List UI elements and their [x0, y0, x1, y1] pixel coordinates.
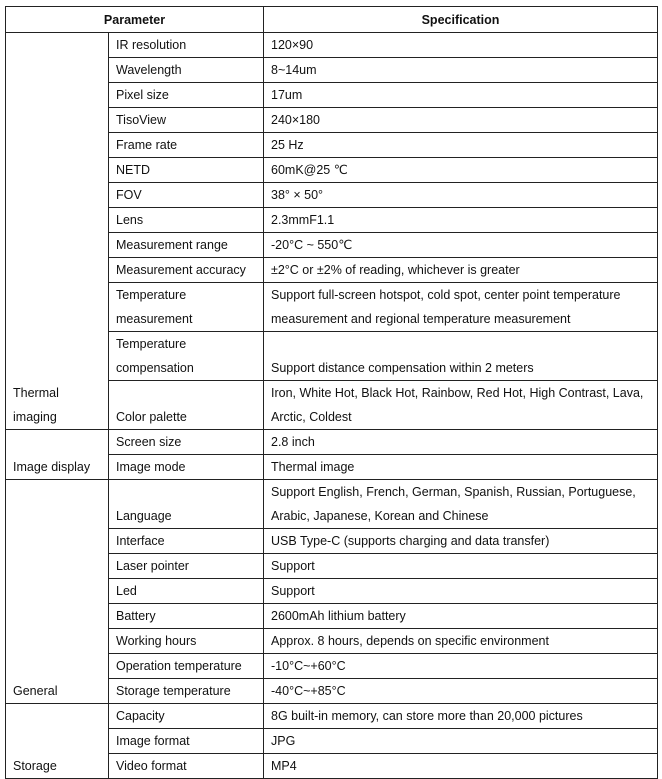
spec-cell: 2.8 inch [264, 430, 658, 455]
table-row [6, 480, 658, 529]
param-cell: Frame rate [109, 133, 264, 158]
param-cell: Interface [109, 529, 264, 554]
param-cell: Wavelength [109, 58, 264, 83]
param-cell: Temperature measurement [109, 283, 264, 332]
spec-cell: 17um [264, 83, 658, 108]
spec-cell: -40°C~+85°C [264, 679, 658, 704]
spec-cell: Iron, White Hot, Black Hot, Rainbow, Red Hot, High Contrast, Lava, Arctic, Coldest [264, 381, 658, 430]
param-cell: Battery [109, 604, 264, 629]
spec-table [5, 6, 658, 779]
group-storage: Storage [6, 704, 109, 779]
spec-cell: -10°C~+60°C [264, 654, 658, 679]
param-cell: Temperature compensation [109, 332, 264, 381]
spec-cell: 120×90 [264, 33, 658, 58]
header-row [6, 7, 658, 33]
param-cell: Capacity [109, 704, 264, 729]
header-parameter: Parameter [6, 7, 264, 33]
spec-cell: Support full-screen hotspot, cold spot, center point temperature measurement and regional temperature measurement [264, 283, 658, 332]
group-image-display: Image display [6, 430, 109, 480]
param-cell: Laser pointer [109, 554, 264, 579]
spec-cell: 240×180 [264, 108, 658, 133]
param-cell: Image mode [109, 455, 264, 480]
param-cell: TisoView [109, 108, 264, 133]
spec-cell: JPG [264, 729, 658, 754]
spec-cell: ±2°C or ±2% of reading, whichever is greater [264, 258, 658, 283]
table-row [6, 33, 658, 58]
spec-cell: Approx. 8 hours, depends on specific environment [264, 629, 658, 654]
param-cell: Pixel size [109, 83, 264, 108]
param-cell: Working hours [109, 629, 264, 654]
spec-cell: Support [264, 579, 658, 604]
group-general: General [6, 480, 109, 704]
header-specification: Specification [264, 7, 658, 33]
spec-cell: 2600mAh lithium battery [264, 604, 658, 629]
spec-cell: USB Type-C (supports charging and data transfer) [264, 529, 658, 554]
param-cell: Measurement range [109, 233, 264, 258]
param-cell: NETD [109, 158, 264, 183]
param-cell: Language [109, 480, 264, 529]
spec-cell: Thermal image [264, 455, 658, 480]
spec-cell: Support English, French, German, Spanish, Russian, Portuguese, Arabic, Japanese, Korean and Chinese [264, 480, 658, 529]
param-cell: Measurement accuracy [109, 258, 264, 283]
spec-cell: 38° × 50° [264, 183, 658, 208]
group-thermal-imaging: Thermal imaging [6, 33, 109, 430]
param-cell: Screen size [109, 430, 264, 455]
param-cell: Color palette [109, 381, 264, 430]
spec-cell: Support distance compensation within 2 meters [264, 332, 658, 381]
param-cell: Image format [109, 729, 264, 754]
param-cell: Operation temperature [109, 654, 264, 679]
spec-cell: MP4 [264, 754, 658, 779]
param-cell: Video format [109, 754, 264, 779]
param-cell: Storage temperature [109, 679, 264, 704]
param-cell: IR resolution [109, 33, 264, 58]
spec-cell: 25 Hz [264, 133, 658, 158]
spec-cell: -20°C ~ 550℃ [264, 233, 658, 258]
spec-cell: Support [264, 554, 658, 579]
table-row [6, 704, 658, 729]
table-row [6, 430, 658, 455]
param-cell: FOV [109, 183, 264, 208]
spec-cell: 8G built-in memory, can store more than 20,000 pictures [264, 704, 658, 729]
spec-cell: 2.3mmF1.1 [264, 208, 658, 233]
spec-cell: 8~14um [264, 58, 658, 83]
param-cell: Led [109, 579, 264, 604]
param-cell: Lens [109, 208, 264, 233]
spec-cell: 60mK@25 ℃ [264, 158, 658, 183]
